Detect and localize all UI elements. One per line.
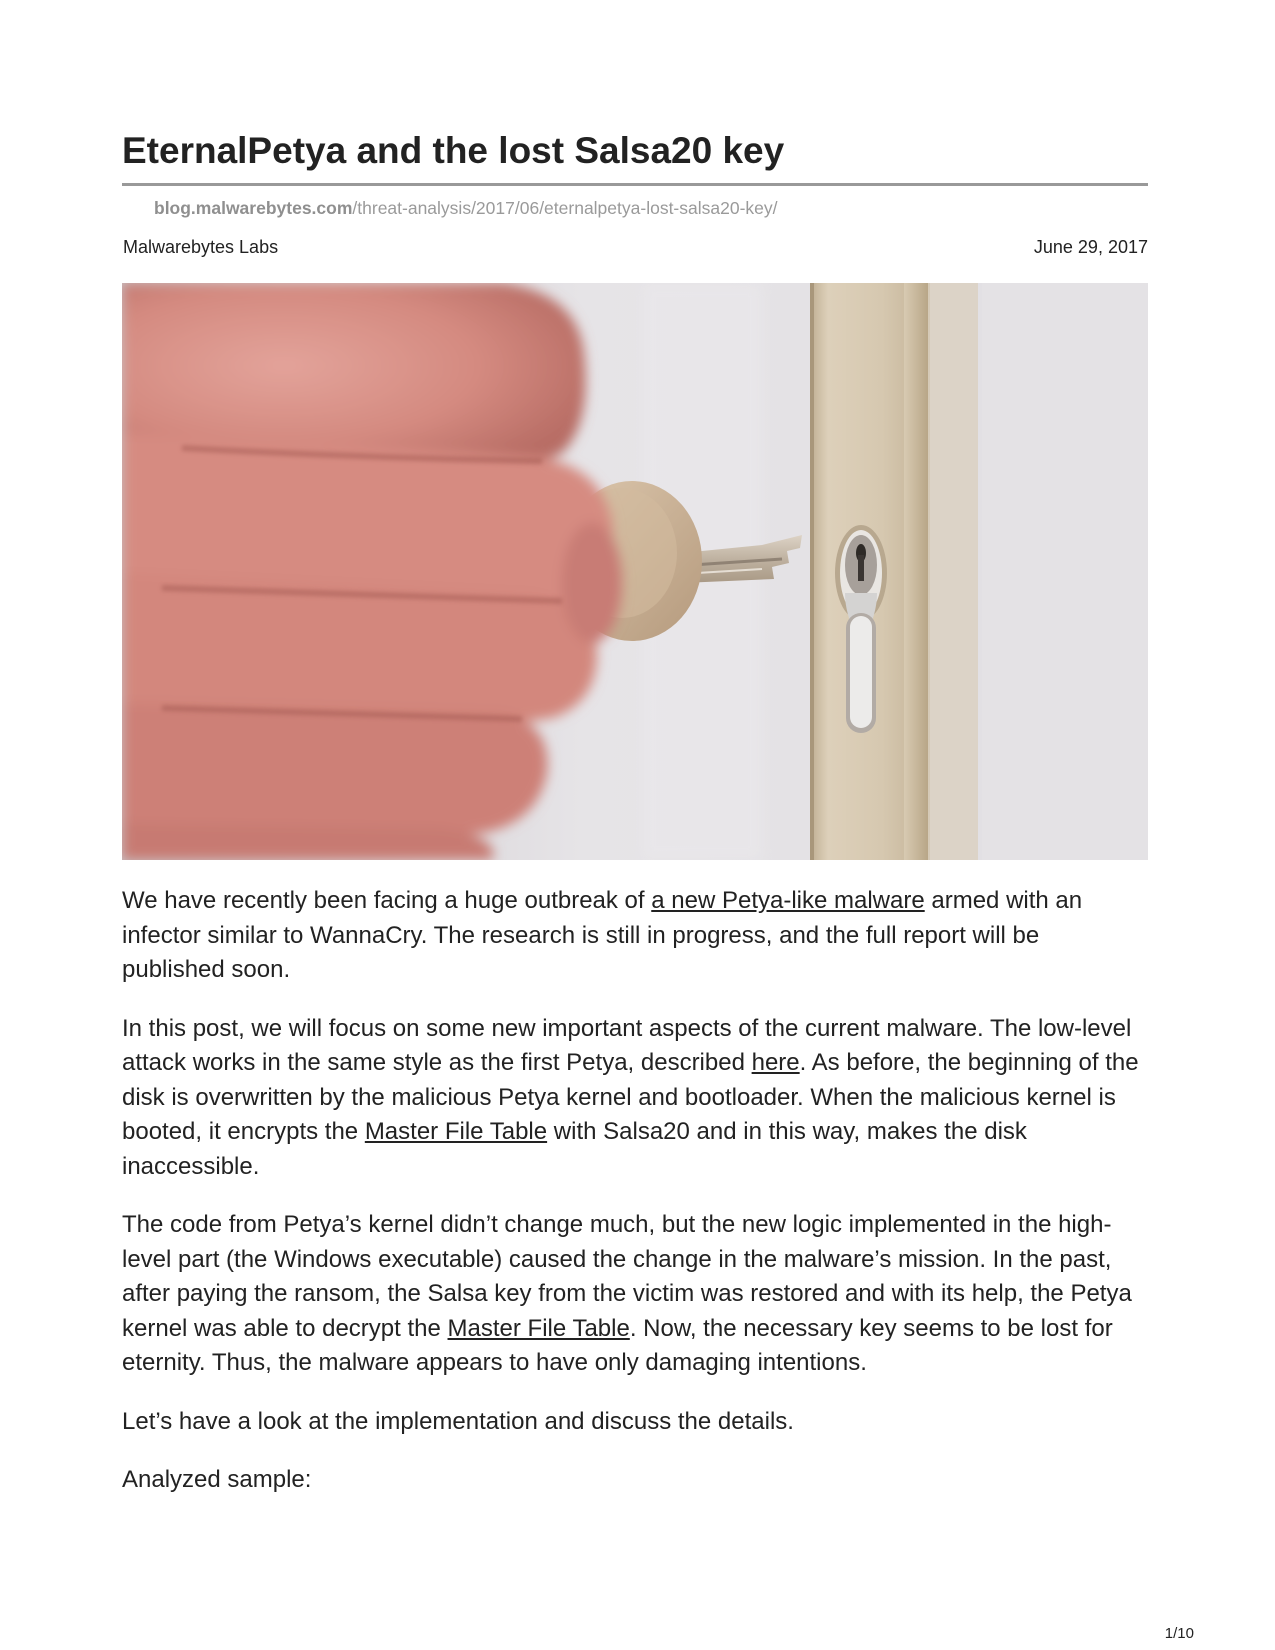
url-domain: blog.malwarebytes.com: [154, 198, 353, 218]
paragraph-text: Let’s have a look at the implementation and discuss the details.: [122, 1407, 794, 1435]
master-file-table-link[interactable]: Master File Table: [364, 1118, 548, 1145]
master-file-table-link[interactable]: Master File Table: [447, 1314, 630, 1342]
paragraph-text: armed with an infector similar to WannaCry. The research is still in progress, and the full report will be published soon.: [122, 887, 1083, 983]
url-path: /threat-analysis/2017/06/eternalpetya-lost-salsa20-key/: [352, 198, 778, 218]
hero-image: [122, 283, 1148, 860]
paragraph: [122, 884, 1148, 988]
paragraph: [122, 1405, 1148, 1440]
author-name: Malwarebytes Labs: [123, 237, 279, 257]
article-body: [122, 884, 1148, 1522]
here-link[interactable]: here: [751, 1049, 800, 1076]
petya-malware-link[interactable]: a new Petya-like malware: [651, 887, 925, 914]
paragraph: [122, 1463, 1148, 1498]
paragraph-text: Analyzed sample:: [122, 1466, 312, 1493]
paragraph: [122, 1012, 1148, 1185]
page-number: 1/10: [1164, 1625, 1194, 1642]
source-url[interactable]: [154, 197, 778, 219]
publish-date: June 29, 2017: [1033, 237, 1148, 257]
title-divider: [122, 183, 1148, 186]
article-title: EternalPetya and the lost Salsa20 key: [122, 130, 785, 171]
paragraph-text: with Salsa20 and in this way, makes the disk inaccessible.: [122, 1118, 1027, 1180]
key-in-lock-illustration: [122, 283, 1148, 860]
paragraph-text: In this post, we will focus on some new important aspects of the current malware. The low-level attack works in the same style as the first Petya, described: [122, 1014, 1132, 1076]
paragraph: [122, 1208, 1148, 1381]
paragraph-text: The code from Petya’s kernel didn’t change much, but the new logic implemented in the high-level part (the Windows executable) caused the change in the malware’s mission. In the past, after paying the ransom, the Salsa key from the victim was restored and with its help, the Petya kernel was able to decrypt the: [122, 1211, 1132, 1342]
paragraph-text: . As before, the beginning of the disk is overwritten by the malicious Petya kernel and bootloader. When the malicious kernel is booted, it encrypts the: [122, 1049, 1139, 1145]
paragraph-text: . Now, the necessary key seems to be lost for eternity. Thus, the malware appears to have only damaging intentions.: [122, 1314, 1113, 1376]
paragraph-text: We have recently been facing a huge outbreak of: [122, 887, 652, 914]
